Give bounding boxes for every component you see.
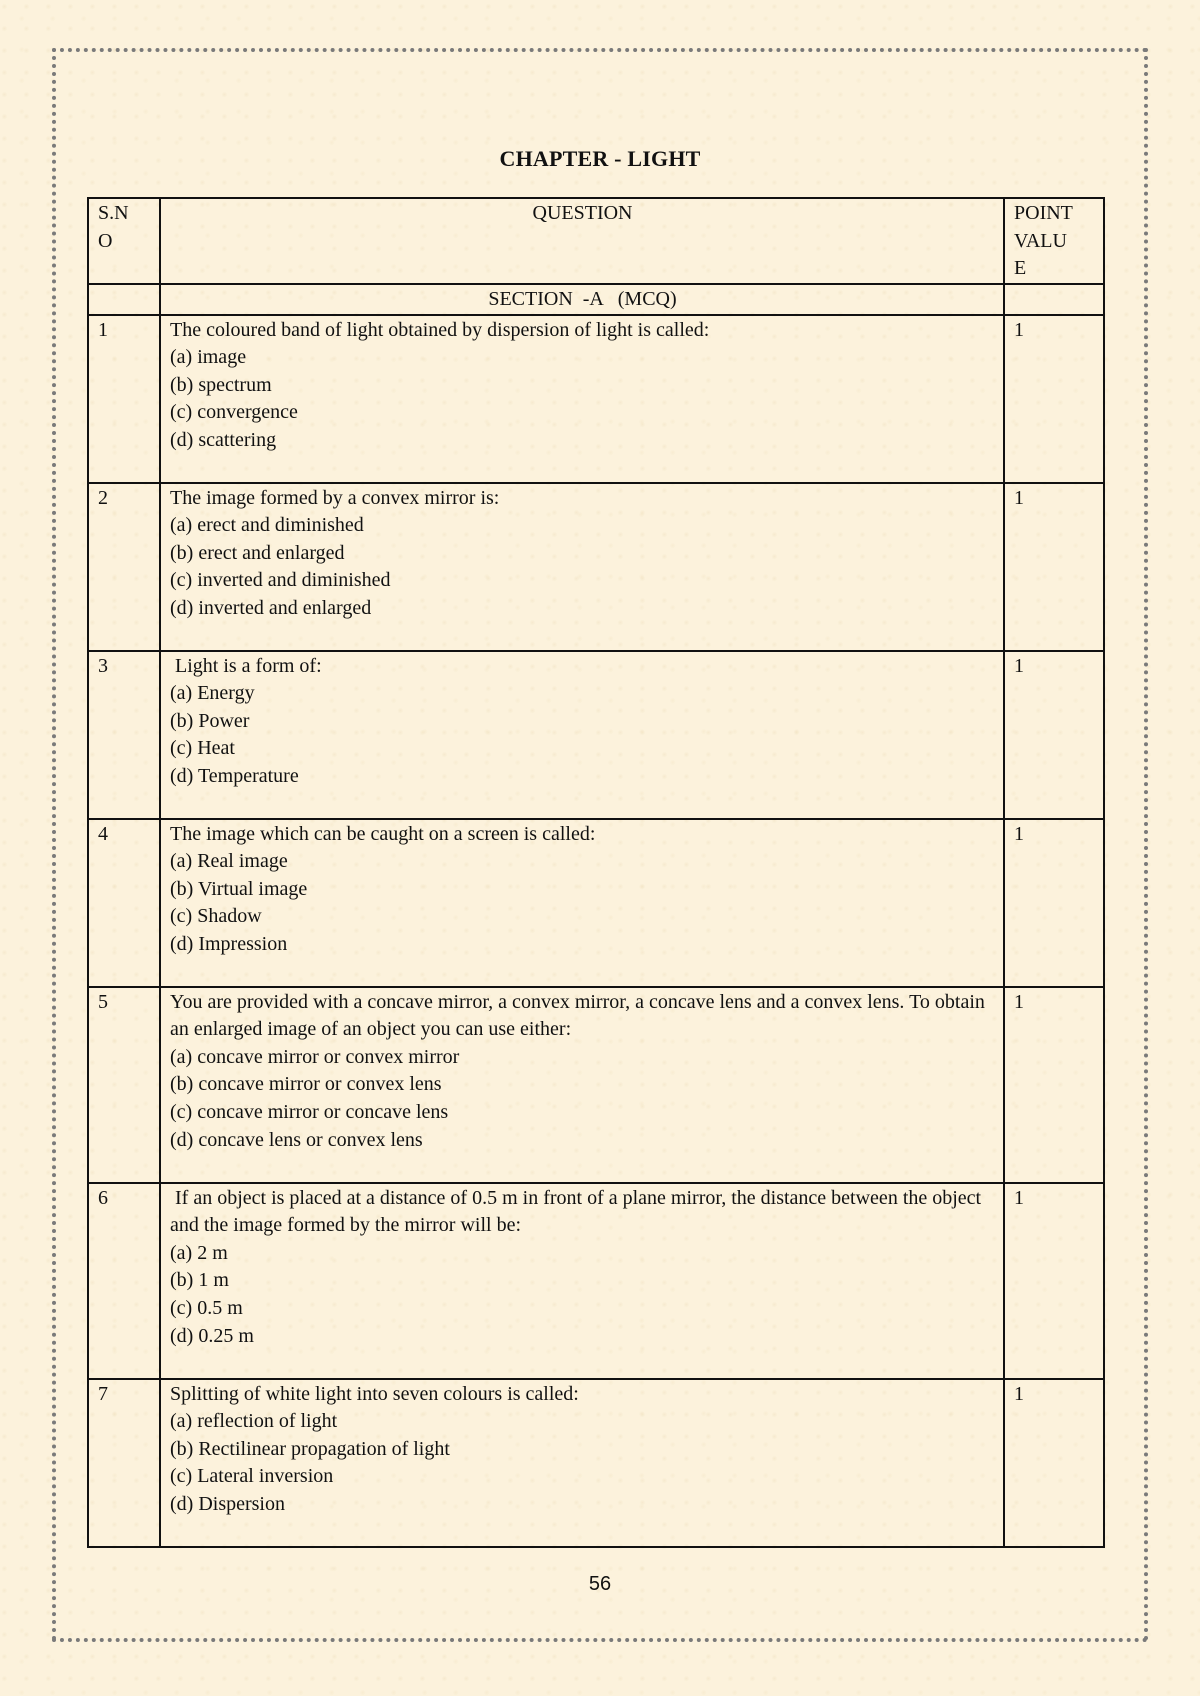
question-cell: [160, 1379, 1004, 1547]
answer-option: (c) Shadow: [170, 905, 262, 928]
table-header-row: [88, 198, 1104, 284]
question-text: Splitting of white light into seven colours is called:: [170, 1382, 579, 1405]
section-label: SECTION -A (MCQ): [160, 284, 1004, 315]
point-value: 1: [1004, 315, 1104, 483]
answer-option: (a) Energy: [170, 682, 255, 705]
question-text: Light is a form of:: [170, 654, 322, 677]
answer-option: (b) 1 m: [170, 1269, 229, 1292]
section-row: [88, 284, 1104, 315]
answer-option: (a) reflection of light: [170, 1410, 338, 1433]
question-row: [88, 819, 1104, 987]
answer-option: (b) Virtual image: [170, 877, 308, 900]
point-value: 1: [1004, 1379, 1104, 1547]
question-row: [88, 1379, 1104, 1547]
chapter-title: CHAPTER - LIGHT: [499, 146, 701, 171]
point-value: 1: [1004, 987, 1104, 1183]
header-sno: [88, 198, 160, 284]
point-value: 1: [1004, 1183, 1104, 1379]
header-points-line: E: [1014, 257, 1027, 280]
header-points-line: VALU: [1014, 229, 1067, 252]
question-cell: [160, 651, 1004, 819]
answer-option: (b) spectrum: [170, 373, 272, 396]
answer-option: (d) scattering: [170, 428, 277, 451]
section-empty-cell: [88, 284, 160, 315]
answer-option: (d) Temperature: [170, 764, 299, 787]
page-number: 56: [588, 1573, 612, 1595]
answer-option: (d) 0.25 m: [170, 1324, 254, 1347]
header-points: [1004, 198, 1104, 284]
answer-option: (c) 0.5 m: [170, 1296, 243, 1319]
answer-option: (c) inverted and diminished: [170, 569, 391, 592]
question-number: 7: [88, 1379, 160, 1547]
answer-option: (a) image: [170, 346, 247, 369]
answer-option: (a) concave mirror or convex mirror: [170, 1045, 460, 1068]
answer-option: (c) Lateral inversion: [170, 1465, 334, 1488]
question-number: 4: [88, 819, 160, 987]
question-row: [88, 1183, 1104, 1379]
answer-option: (b) Power: [170, 709, 250, 732]
answer-option: (c) Heat: [170, 737, 235, 760]
question-row: [88, 987, 1104, 1183]
question-number: 2: [88, 483, 160, 651]
question-cell: [160, 987, 1004, 1183]
question-number: 3: [88, 651, 160, 819]
header-question: QUESTION: [160, 198, 1004, 284]
question-cell: [160, 819, 1004, 987]
question-cell: [160, 1183, 1004, 1379]
answer-option: (a) 2 m: [170, 1241, 228, 1264]
question-row: [88, 315, 1104, 483]
answer-option: (c) convergence: [170, 401, 298, 424]
question-number: 1: [88, 315, 160, 483]
question-table: [87, 197, 1105, 1548]
header-points-line: POINT: [1014, 202, 1073, 224]
question-row: [88, 651, 1104, 819]
header-sno-line: O: [98, 229, 113, 252]
answer-option: (a) erect and diminished: [170, 514, 364, 537]
answer-option: (b) erect and enlarged: [170, 541, 345, 564]
answer-option: (b) Rectilinear propagation of light: [170, 1437, 450, 1460]
question-text: The image formed by a convex mirror is:: [170, 486, 500, 509]
point-value: 1: [1004, 819, 1104, 987]
answer-option: (b) concave mirror or convex lens: [170, 1073, 442, 1096]
question-cell: [160, 483, 1004, 651]
question-number: 6: [88, 1183, 160, 1379]
answer-option: (d) Dispersion: [170, 1492, 285, 1515]
answer-option: (d) Impression: [170, 932, 288, 955]
question-text: The coloured band of light obtained by dispersion of light is called:: [170, 318, 710, 341]
header-sno-line: S.N: [98, 202, 129, 224]
answer-option: (d) inverted and enlarged: [170, 596, 372, 619]
answer-option: (a) Real image: [170, 850, 288, 873]
question-text: The image which can be caught on a screen is called:: [170, 822, 596, 845]
question-row: [88, 483, 1104, 651]
answer-option: (c) concave mirror or concave lens: [170, 1100, 449, 1123]
question-text: You are provided with a concave mirror, a convex mirror, a concave lens and a convex lens. To obtain an enlarged image of an object you can use either:: [170, 990, 990, 1041]
question-cell: [160, 315, 1004, 483]
point-value: 1: [1004, 483, 1104, 651]
question-number: 5: [88, 987, 160, 1183]
answer-option: (d) concave lens or convex lens: [170, 1128, 423, 1151]
point-value: 1: [1004, 651, 1104, 819]
question-text: If an object is placed at a distance of 0.5 m in front of a plane mirror, the distance between the object and the image formed by the mirror will be:: [170, 1186, 987, 1237]
section-empty-cell: [1004, 284, 1104, 315]
